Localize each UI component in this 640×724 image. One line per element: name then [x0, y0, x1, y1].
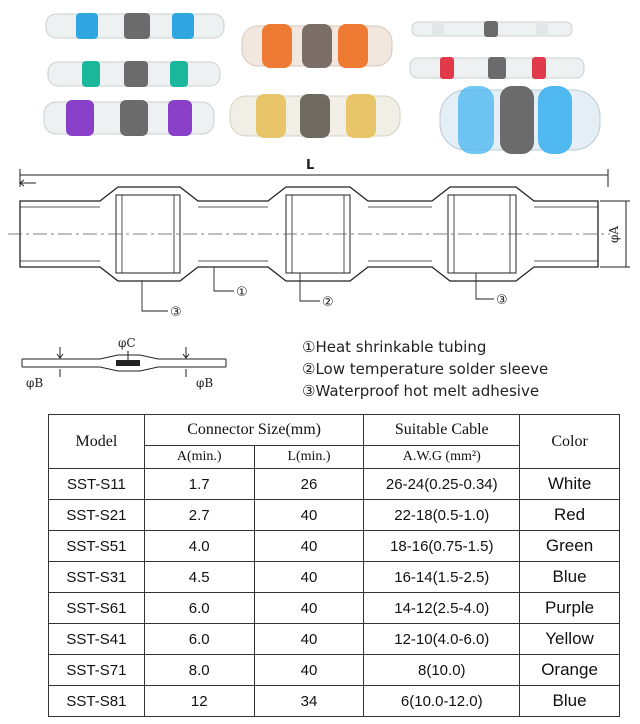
- header-color: Color: [520, 415, 620, 469]
- cell-color: Purple: [520, 593, 620, 624]
- cell-l-min: 40: [254, 593, 364, 624]
- legend-item-adhesive: ③Waterproof hot melt adhesive: [302, 382, 540, 400]
- cell-color: Orange: [520, 655, 620, 686]
- cell-l-min: 34: [254, 686, 364, 717]
- callout-3-right: ③: [496, 293, 508, 308]
- connector-photo-purple: [44, 100, 214, 136]
- cell-color: Blue: [520, 562, 620, 593]
- cell-color: Red: [520, 500, 620, 531]
- header-a-min: A(min.): [144, 446, 254, 469]
- cell-a-min: 4.5: [144, 562, 254, 593]
- header-awg: A.W.G (mm²): [364, 446, 520, 469]
- cell-a-min: 12: [144, 686, 254, 717]
- table-row: [49, 686, 620, 717]
- cell-color: Green: [520, 531, 620, 562]
- header-suitable-cable: Suitable Cable: [364, 415, 520, 446]
- table-row: [49, 500, 620, 531]
- cell-cable: 12-10(4.0-6.0): [364, 624, 520, 655]
- diameter-b-right-label: φB: [196, 376, 214, 390]
- cell-color: Blue: [520, 686, 620, 717]
- connector-photo-white: [412, 21, 572, 37]
- table-row: [49, 624, 620, 655]
- connector-photo-yellow: [230, 94, 400, 138]
- table-row: [49, 593, 620, 624]
- table-row: [49, 469, 620, 500]
- connector-photo-blue: [46, 13, 224, 39]
- callout-2: ②: [322, 295, 334, 310]
- cell-cable: 14-12(2.5-4.0): [364, 593, 520, 624]
- header-connector-size: Connector Size(mm): [144, 415, 364, 446]
- cell-model: SST-S71: [49, 655, 145, 686]
- table-row: [49, 655, 620, 686]
- legend-item-tubing: ①Heat shrinkable tubing: [302, 338, 487, 356]
- cell-a-min: 6.0: [144, 624, 254, 655]
- table-row: [49, 562, 620, 593]
- header-model: Model: [49, 415, 145, 469]
- diameter-c-label: φC: [118, 336, 136, 350]
- header-l-min: L(min.): [254, 446, 364, 469]
- product-photos: [0, 0, 640, 160]
- cell-l-min: 40: [254, 655, 364, 686]
- cell-a-min: 2.7: [144, 500, 254, 531]
- legend-item-solder-sleeve: ②Low temperature solder sleeve: [302, 360, 549, 378]
- component-legend: [302, 336, 548, 402]
- cell-cable: 22-18(0.5-1.0): [364, 500, 520, 531]
- cell-cable: 16-14(1.5-2.5): [364, 562, 520, 593]
- diameter-b-left-label: φB: [26, 376, 44, 390]
- cell-cable: 8(10.0): [364, 655, 520, 686]
- cell-cable: 18-16(0.75-1.5): [364, 531, 520, 562]
- cell-color: Yellow: [520, 624, 620, 655]
- cell-model: SST-S31: [49, 562, 145, 593]
- cell-model: SST-S81: [49, 686, 145, 717]
- cell-a-min: 6.0: [144, 593, 254, 624]
- cell-color: White: [520, 469, 620, 500]
- length-label: L: [306, 158, 315, 173]
- connector-photo-red: [410, 57, 584, 79]
- cell-model: SST-S61: [49, 593, 145, 624]
- cell-l-min: 40: [254, 531, 364, 562]
- connector-photo-large-blue: [440, 86, 600, 154]
- table-row: [49, 531, 620, 562]
- cell-model: SST-S21: [49, 500, 145, 531]
- cell-a-min: 1.7: [144, 469, 254, 500]
- cell-model: SST-S41: [49, 624, 145, 655]
- solder-ring-section: [116, 360, 140, 366]
- cell-model: SST-S11: [49, 469, 145, 500]
- table-header-row: [49, 415, 620, 446]
- cell-l-min: 40: [254, 624, 364, 655]
- cell-cable: 6(10.0-12.0): [364, 686, 520, 717]
- connector-photo-green: [48, 61, 220, 87]
- cell-l-min: 40: [254, 562, 364, 593]
- cell-l-min: 26: [254, 469, 364, 500]
- callout-3-left: ③: [170, 305, 182, 320]
- diameter-a-label: φA: [607, 225, 621, 243]
- cell-a-min: 4.0: [144, 531, 254, 562]
- callout-1: ①: [236, 285, 248, 300]
- cell-model: SST-S51: [49, 531, 145, 562]
- connector-photo-orange: [242, 24, 392, 68]
- cell-l-min: 40: [254, 500, 364, 531]
- cell-a-min: 8.0: [144, 655, 254, 686]
- cell-cable: 26-24(0.25-0.34): [364, 469, 520, 500]
- specification-table: [48, 414, 620, 717]
